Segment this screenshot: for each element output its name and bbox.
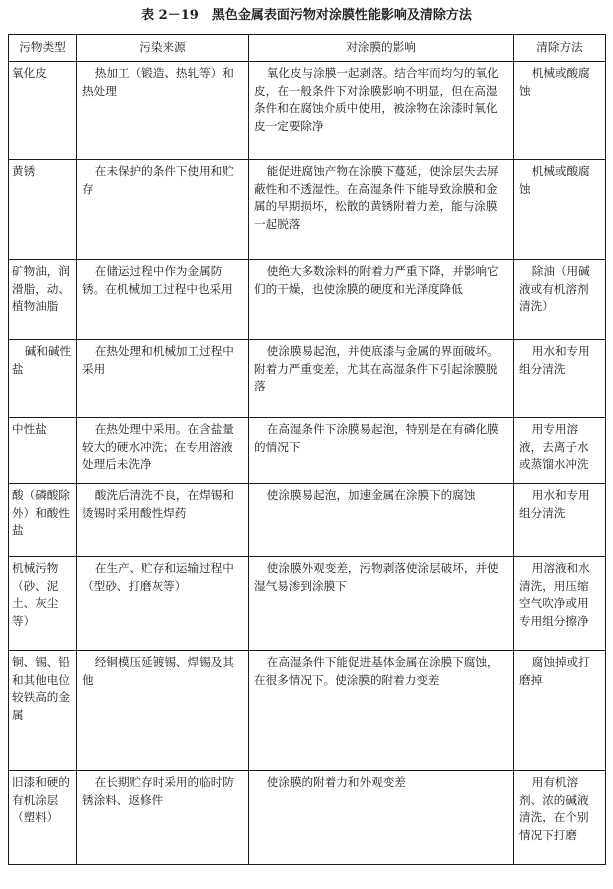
cell-contamination-source: 在未保护的条件下使用和贮存	[77, 160, 249, 260]
cell-effect-on-coating: 使涂膜的附着力和外观变差	[249, 771, 514, 865]
cell-contaminant-type: 黄锈	[9, 160, 77, 260]
cell-removal-method: 腐蚀掉或打磨掉	[514, 651, 606, 771]
table-row	[9, 651, 606, 771]
cell-removal-method: 机械或酸腐蚀	[514, 62, 606, 160]
header-contamination-source: 污染来源	[77, 35, 249, 62]
cell-contaminant-type: 铜、锡、铅和其他电位较铁高的金属	[9, 651, 77, 771]
table-row	[9, 160, 606, 260]
table-caption: 表 2－19 黑色金属表面污物对涂膜性能影响及清除方法	[141, 8, 472, 23]
cell-removal-method: 机械或酸腐蚀	[514, 160, 606, 260]
header-removal-method: 清除方法	[514, 35, 606, 62]
cell-removal-method: 用水和专用组分清洗	[514, 340, 606, 418]
table-row	[9, 771, 606, 865]
cell-contaminant-type: 中性盐	[9, 418, 77, 484]
cell-effect-on-coating: 在高湿条件下能促进基体金属在涂膜下腐蚀，在很多情况下。使涂膜的附着力变差	[249, 651, 514, 771]
cell-contaminant-type: 旧漆和硬的有机涂层（塑料）	[9, 771, 77, 865]
cell-effect-on-coating: 使涂膜易起泡，并使底漆与金属的界面破坏。附着力严重变差，尤其在高湿条件下引起涂膜脱落	[249, 340, 514, 418]
table-row	[9, 340, 606, 418]
cell-effect-on-coating: 使涂膜外观变差，污物剥落使涂层破坏，并使湿气易渗到涂膜下	[249, 557, 514, 651]
cell-contamination-source: 酸洗后清洗不良，在焊锡和烫锡时采用酸性焊药	[77, 484, 249, 557]
cell-contaminant-type: 矿物油，润滑脂，动、植物油脂	[9, 260, 77, 340]
cell-contaminant-type: 氧化皮	[9, 62, 77, 160]
table-row	[9, 418, 606, 484]
cell-removal-method: 用水和专用组分清洗	[514, 484, 606, 557]
cell-contamination-source: 热加工（锻造、热轧等）和热处理	[77, 62, 249, 160]
cell-removal-method: 用有机溶剂、浓的碱液清洗，在个别情况下打磨	[514, 771, 606, 865]
cell-effect-on-coating: 使绝大多数涂料的附着力严重下降，并影响它们的干燥，也使涂膜的硬度和光泽度降低	[249, 260, 514, 340]
cell-contamination-source: 在长期贮存时采用的临时防锈涂料、返修件	[77, 771, 249, 865]
table-header-row	[9, 35, 606, 62]
cell-removal-method: 用溶液和水清洗，用压缩空气吹净或用专用组分擦净	[514, 557, 606, 651]
cell-effect-on-coating: 氧化皮与涂膜一起剥落。结合牢而均匀的氧化皮，在一般条件下对涂膜影响不明显，但在高湿条件和在腐蚀介质中使用，被涂物在涂漆时氧化皮一定要除净	[249, 62, 514, 160]
cell-effect-on-coating: 在高湿条件下涂膜易起泡，特别是在有磷化膜的情况下	[249, 418, 514, 484]
cell-effect-on-coating: 能促进腐蚀产物在涂膜下蔓延，使涂层失去屏蔽性和不透湿性。在高湿条件下能导致涂膜和金属的早期损坏，松散的黄锈附着力差，能与涂膜一起脱落	[249, 160, 514, 260]
cell-effect-on-coating: 使涂膜易起泡，加速金属在涂膜下的腐蚀	[249, 484, 514, 557]
cell-contaminant-type: 碱和碱性盐	[9, 340, 77, 418]
table-row	[9, 484, 606, 557]
header-effect-on-coating: 对涂膜的影响	[249, 35, 514, 62]
contaminant-table	[8, 34, 606, 865]
header-contaminant-type: 污物类型	[9, 35, 77, 62]
cell-contamination-source: 在热处理中采用。在含盐量较大的硬水冲洗；在专用溶液处理后未洗净	[77, 418, 249, 484]
cell-contamination-source: 经铜模压延镀锡、焊锡及其他	[77, 651, 249, 771]
table-row	[9, 260, 606, 340]
cell-contamination-source: 在生产、贮存和运输过程中（型砂、打磨灰等）	[77, 557, 249, 651]
cell-contamination-source: 在热处理和机械加工过程中采用	[77, 340, 249, 418]
cell-contaminant-type: 酸（磷酸除外）和酸性盐	[9, 484, 77, 557]
cell-contaminant-type: 机械污物（砂、泥土、灰尘等）	[9, 557, 77, 651]
table-row	[9, 557, 606, 651]
cell-removal-method: 除油（用碱液或有机溶剂清洗）	[514, 260, 606, 340]
cell-contamination-source: 在储运过程中作为金属防锈。在机械加工过程中也采用	[77, 260, 249, 340]
table-row	[9, 62, 606, 160]
cell-removal-method: 用专用溶液，去离子水或蒸馏水冲洗	[514, 418, 606, 484]
